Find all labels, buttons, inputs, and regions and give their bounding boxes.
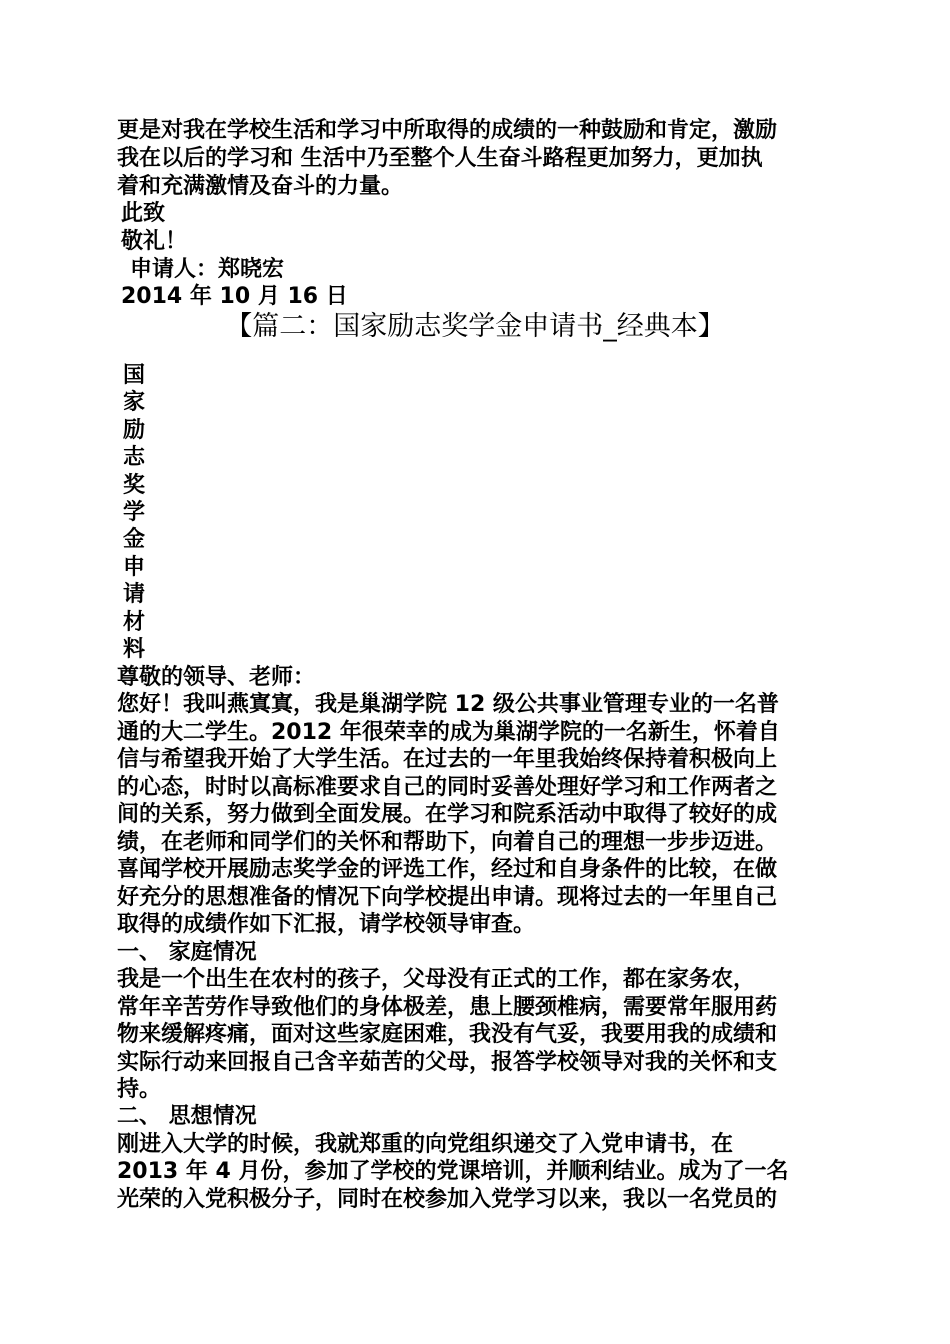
- thought-line: 刚进入大学的时候，我就郑重的向党组织递交了入党申请书，在: [117, 1132, 734, 1157]
- body-line: 您好！我叫燕寘寘，我是巢湖学院 12 级公共事业管理专业的一名普: [117, 692, 779, 717]
- body-line: 绩，在老师和同学们的关怀和帮助下，向着自己的理想一步步迈进。: [117, 830, 778, 855]
- family-line: 常年辛苦劳作导致他们的身体极差，患上腰颈椎病，需要常年服用药: [117, 995, 778, 1020]
- section-heading-family: 一、 家庭情况: [117, 940, 257, 965]
- body-line: 喜闻学校开展励志奖学金的评选工作，经过和自身条件的比较，在做: [117, 857, 778, 882]
- application-date: 2014 年 10 月 16 日: [121, 284, 348, 309]
- family-line: 物来缓解疼痛，面对这些家庭困难，我没有气妥，我要用我的成绩和: [117, 1022, 778, 1047]
- family-line: 实际行动来回报自己含辛茹苦的父母，报答学校领导对我的关怀和支: [117, 1050, 778, 1075]
- section-title: 【篇二：国家励志奖学金申请书_经典本】: [225, 311, 725, 342]
- greeting: 尊敬的领导、老师：: [117, 665, 316, 690]
- body-line: 信与希望我开始了大学生活。在过去的一年里我始终保持着积极向上: [117, 747, 778, 772]
- thought-line: 2013 年 4 月份，参加了学校的党课培训，并顺利结业。成为了一名: [117, 1159, 789, 1184]
- body-line: 好充分的思想准备的情况下向学校提出申请。现将过去的一年里自己: [117, 885, 778, 910]
- closing-jingli: 敬礼！: [121, 229, 188, 254]
- paragraph-line: 更是对我在学校生活和学习中所取得的成绩的一种鼓励和肯定，激励: [117, 118, 778, 143]
- paragraph-line: 着和充满激情及奋斗的力量。: [117, 174, 404, 199]
- body-line: 取得的成绩作如下汇报，请学校领导审查。: [117, 912, 536, 937]
- paragraph-line: 我在以后的学习和 生活中乃至整个人生奋斗路程更加努力，更加执: [117, 146, 763, 171]
- section-heading-thought: 二、 思想情况: [117, 1104, 257, 1129]
- applicant-signature: 申请人：郑晓宏: [130, 257, 285, 282]
- family-line: 我是一个出生在农村的孩子，父母没有正式的工作，都在家务农，: [117, 967, 756, 992]
- family-line: 持。: [117, 1077, 162, 1102]
- body-line: 通的大二学生。2012 年很荣幸的成为巢湖学院的一名新生，怀着自: [117, 720, 780, 745]
- thought-line: 光荣的入党积极分子，同时在校参加入党学习以来，我以一名党员的: [117, 1187, 778, 1212]
- body-line: 的心态，时时以高标准要求自己的同时妥善处理好学习和工作两者之: [117, 775, 778, 800]
- closing-cizhi: 此致: [121, 201, 166, 226]
- body-line: 间的关系，努力做到全面发展。在学习和院系活动中取得了较好的成: [117, 802, 778, 827]
- vertical-document-title: 国家励志奖学金申请材料: [123, 363, 146, 663]
